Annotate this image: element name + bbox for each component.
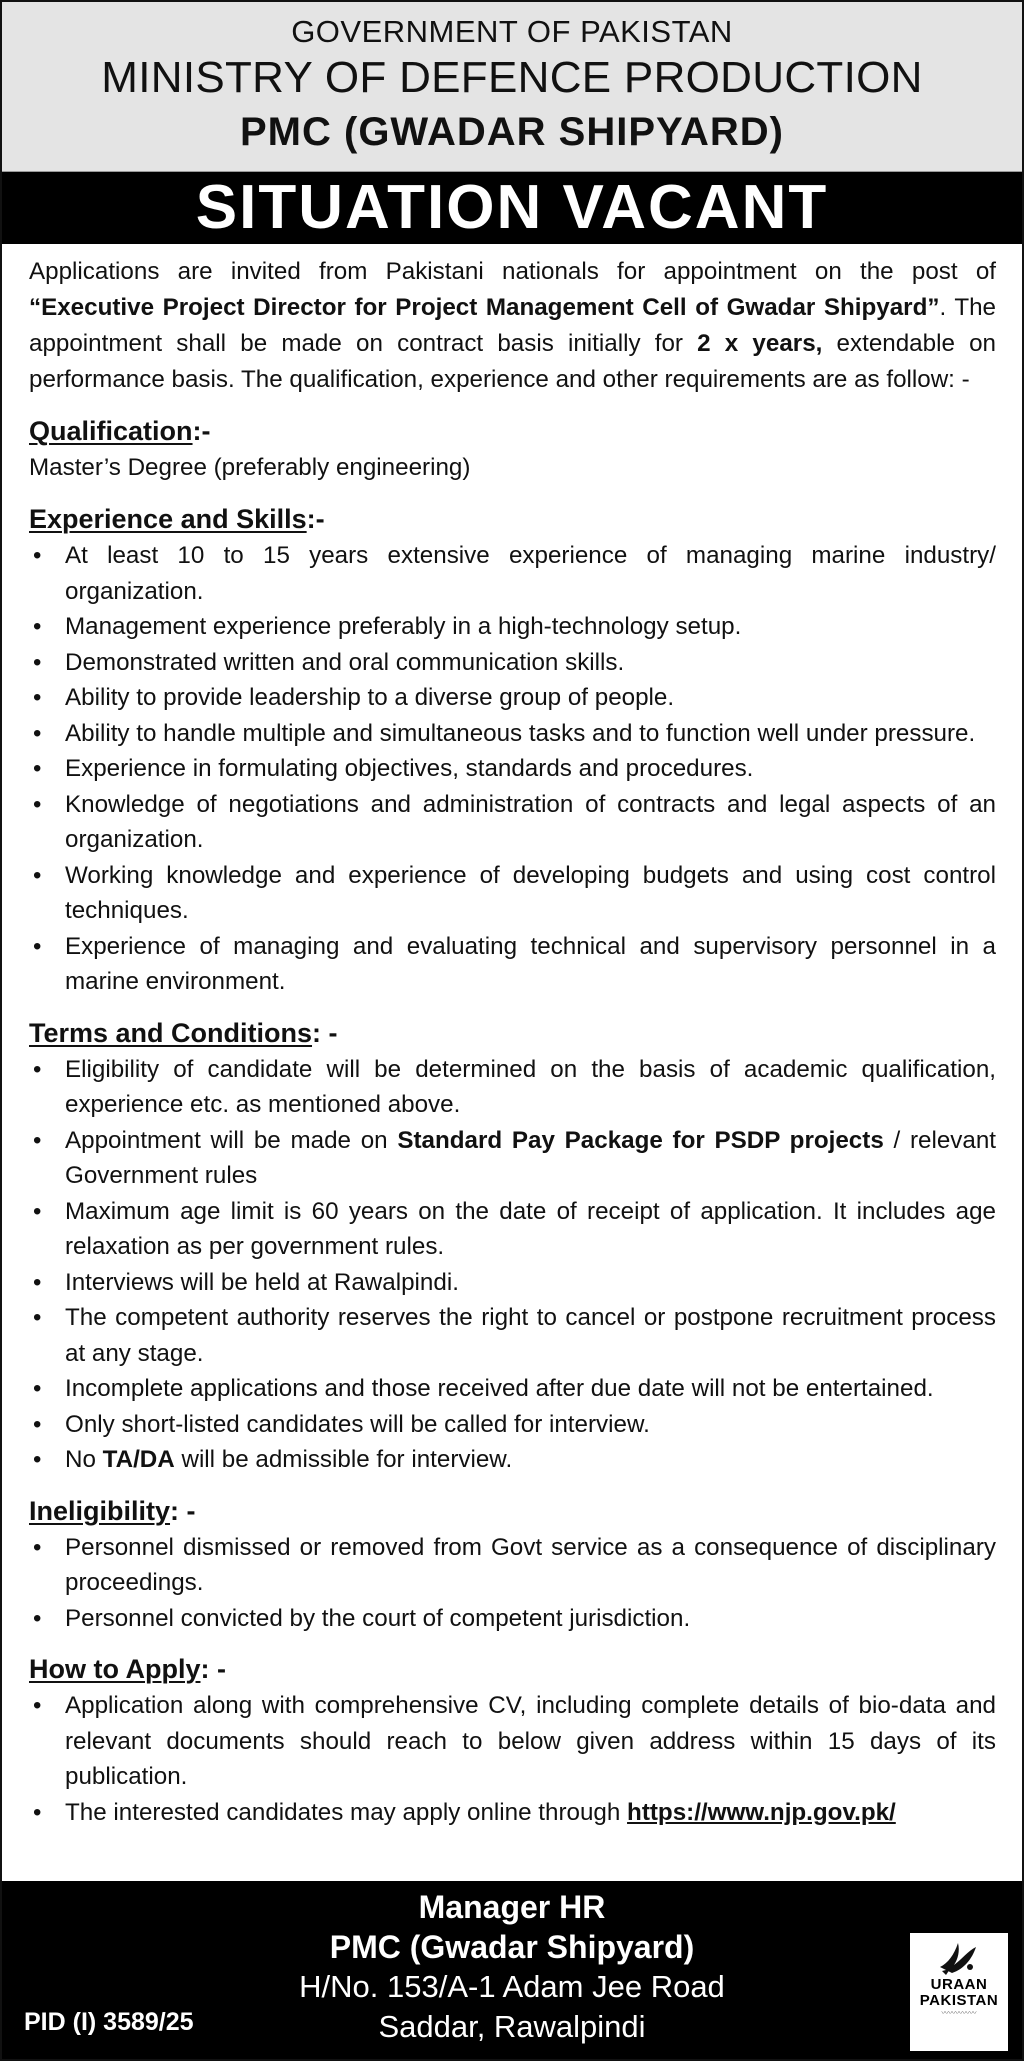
qualification-title: Qualification [29, 416, 193, 446]
header [2, 2, 1022, 172]
experience-heading [29, 500, 996, 538]
situation-vacant-banner: SITUATION VACANT [2, 172, 1022, 244]
list-item: • Experience in formulating objectives, standards and procedures. [29, 751, 996, 787]
qualification-heading [29, 412, 996, 450]
ineligibility-heading [29, 1492, 996, 1530]
ineligibility-list [29, 1530, 996, 1637]
qualification-suffix: :- [192, 416, 211, 446]
terms-item2-rest: / relevant Government rules [65, 1126, 997, 1189]
header-organization: PMC (GWADAR SHIPYARD) [240, 110, 784, 154]
list-item: • Eligibility of candidate will be determined on the basis of academic qualification, experience etc. as mentioned above. [29, 1052, 996, 1123]
header-ministry: MINISTRY OF DEFENCE PRODUCTION [101, 53, 923, 102]
list-item: • Ability to provide leadership to a diverse group of people. [29, 680, 996, 716]
list-item: • Working knowledge and experience of developing budgets and using cost control techniques. [29, 858, 996, 929]
list-item: • Interviews will be held at Rawalpindi. [29, 1265, 996, 1301]
list-item: • At least 10 to 15 years extensive experience of managing marine industry/ organization. [29, 538, 996, 609]
apply-online-text: The interested candidates may apply online through [65, 1798, 628, 1826]
experience-list [29, 538, 996, 1000]
list-item: • Demonstrated written and oral communication skills. [29, 645, 996, 681]
list-item: • Personnel convicted by the court of competent jurisdiction. [29, 1601, 996, 1637]
qualification-text: Master’s Degree (preferably engineering) [29, 454, 471, 481]
header-government: GOVERNMENT OF PAKISTAN [291, 14, 733, 49]
bird-icon [936, 1937, 982, 1977]
list-item: • Application along with comprehensive CV, including complete details of bio-data and relevant documents should reach to below given address within 15 days of its publication. [29, 1688, 996, 1795]
list-item: • The competent authority reserves the right to cancel or postpone recruitment process at any stage. [29, 1300, 996, 1371]
list-item: • Ability to handle multiple and simultaneous tasks and to function well under pressure. [29, 716, 996, 752]
terms-item8-text: No [65, 1446, 103, 1473]
list-item: • Management experience preferably in a high-technology setup. [29, 609, 996, 645]
contact-title: Manager HR [418, 1889, 606, 1925]
list-item: • Knowledge of negotiations and administration of contracts and legal aspects of an organization. [29, 787, 996, 858]
list-item: • Only short-listed candidates will be called for interview. [29, 1407, 996, 1443]
post-title: “Executive Project Director for Project Management Cell of Gwadar Shipyard” [29, 294, 940, 321]
logo-urdu-script: 〰〰〰〰〰 [941, 2010, 977, 2017]
experience-title: Experience and Skills [29, 504, 307, 534]
list-item: • Incomplete applications and those received after due date will not be entertained. [29, 1371, 996, 1407]
list-item [29, 1442, 996, 1478]
list-item [29, 1123, 996, 1194]
ineligibility-title: Ineligibility [29, 1495, 171, 1526]
how-to-apply-title: How to Apply [29, 1654, 201, 1684]
address-line-2: Saddar, Rawalpindi [378, 2009, 646, 2044]
njp-link[interactable]: https://www.njp.gov.pk/ [627, 1798, 896, 1826]
address-line-1: H/No. 153/A-1 Adam Jee Road [299, 1969, 725, 2004]
ineligibility-suffix: : - [170, 1495, 196, 1526]
list-item: • Experience of managing and evaluating technical and supervisory personnel in a marine environment. [29, 929, 996, 1000]
pid-number: PID (I) 3589/25 [24, 2008, 194, 2036]
how-to-apply-heading [29, 1650, 996, 1688]
how-to-apply-suffix: : - [200, 1654, 226, 1684]
ta-da: TA/DA [102, 1446, 175, 1473]
list-item [29, 1795, 996, 1831]
pay-package: Standard Pay Package for PSDP projects [397, 1126, 884, 1154]
terms-list [29, 1052, 996, 1478]
list-item: • Maximum age limit is 60 years on the date of receipt of application. It includes age relaxation as per government rules. [29, 1194, 996, 1265]
uraan-pakistan-logo [910, 1933, 1008, 2051]
terms-title: Terms and Conditions [29, 1017, 313, 1048]
logo-text-pakistan: PAKISTAN [919, 1992, 999, 2009]
terms-heading [29, 1014, 996, 1052]
logo-text-uraan: URAAN [930, 1976, 988, 1993]
how-to-apply-list [29, 1688, 996, 1830]
intro-text-2: . The appointment shall be made on contract basis initially for [29, 294, 996, 357]
experience-suffix: :- [306, 504, 325, 534]
list-item: • Personnel dismissed or removed from Govt service as a consequence of disciplinary proceedings. [29, 1530, 996, 1601]
contract-duration: 2 x years, [697, 330, 823, 357]
advert-content [2, 244, 1022, 1830]
intro-text-3: extendable on performance basis. The qualification, experience and other requirements are as follow: - [29, 330, 996, 393]
terms-item2-text: Appointment will be made on [65, 1126, 398, 1154]
intro-paragraph [29, 254, 996, 398]
terms-suffix: : - [312, 1017, 338, 1048]
footer [2, 1881, 1022, 2059]
intro-text-1: Applications are invited from Pakistani nationals for appointment on the post of [29, 258, 996, 285]
terms-item8-rest: will be admissible for interview. [174, 1446, 513, 1473]
contact-organization: PMC (Gwadar Shipyard) [329, 1929, 695, 1965]
